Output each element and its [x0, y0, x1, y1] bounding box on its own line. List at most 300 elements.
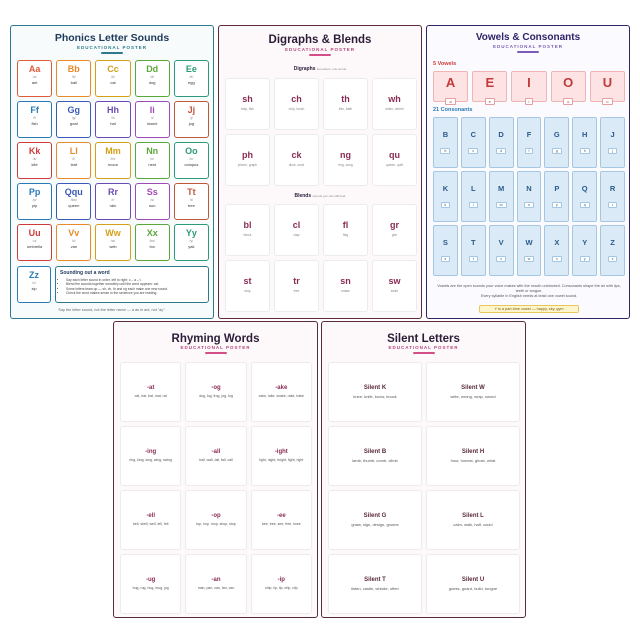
consonant-letter: T	[470, 238, 476, 247]
blend-card	[372, 204, 417, 256]
card-pattern: ng	[340, 150, 351, 160]
silent-heading: Silent K	[363, 385, 387, 391]
digraph-section-note: two letters, one sound	[316, 67, 347, 71]
card-pattern: ph	[242, 150, 253, 160]
rhyme-examples: light, night, bright, fight, right	[259, 458, 304, 462]
consonant-letter: R	[609, 184, 616, 193]
vowel-letter: O	[563, 75, 574, 90]
phonics-card	[135, 60, 170, 97]
phonics-card	[174, 101, 209, 138]
y-vowel-tip: Y is a part-time vowel — happy, sky, gym	[479, 305, 579, 313]
vowel-lowercase: e	[485, 98, 495, 105]
silent-examples: hour, honest, ghost, what	[450, 458, 496, 463]
phonics-sound: /l/	[72, 157, 76, 161]
vowel-note	[435, 284, 623, 299]
phonics-card	[135, 224, 170, 261]
card-pattern: sh	[242, 94, 253, 104]
phonics-letters: Bb	[67, 64, 80, 74]
phonics-word: jug	[188, 121, 195, 126]
vowel-card	[472, 71, 507, 102]
silent-examples: write, wrong, wrap, sword	[450, 394, 496, 399]
phonics-card	[56, 183, 91, 220]
consonant-card	[544, 171, 569, 222]
rhyme-ending: -an	[211, 577, 221, 583]
consonant-card	[517, 225, 542, 276]
silent-card	[426, 426, 520, 486]
consonant-letter: Y	[582, 238, 588, 247]
consonant-letter: F	[526, 130, 532, 139]
digraph-section-heading	[219, 66, 421, 72]
phonics-letters: Aa	[28, 64, 41, 74]
card-examples: queen, quilt	[385, 163, 404, 167]
rhyme-ending: -ug	[146, 577, 156, 583]
phonics-letters: Ii	[149, 105, 155, 115]
poster-subtitle: EDUCATIONAL POSTER	[284, 47, 356, 52]
phonics-card	[174, 183, 209, 220]
digraph-card	[323, 134, 368, 186]
consonant-card	[600, 117, 625, 168]
card-examples: when, wheel	[385, 107, 404, 111]
phonics-card	[174, 60, 209, 97]
consonant-lowercase: p	[552, 202, 562, 208]
blend-card	[225, 204, 270, 256]
consonant-letter: P	[554, 184, 560, 193]
consonant-card	[572, 117, 597, 168]
consonant-lowercase: t	[469, 256, 478, 262]
consonant-letter: H	[582, 130, 588, 139]
vowel-letter: I	[527, 75, 531, 90]
consonant-lowercase: d	[496, 148, 506, 154]
phonics-letters: Zz	[29, 270, 39, 280]
silent-heading: Silent B	[363, 449, 387, 455]
phonics-card	[17, 60, 52, 97]
card-examples: stop	[244, 289, 251, 293]
vowel-lowercase: a	[445, 98, 455, 105]
phonics-sound: /d/	[150, 75, 155, 79]
card-pattern: gr	[390, 220, 399, 230]
phonics-sound: /y/	[189, 239, 194, 243]
card-examples: thin, bath	[338, 107, 353, 111]
poster-subtitle: EDUCATIONAL POSTER	[492, 44, 564, 49]
rhyme-examples: dog, log, frog, jog, fog	[199, 394, 233, 398]
poster-subtitle: EDUCATIONAL POSTER	[180, 345, 251, 350]
rhyme-ending: -ing	[145, 449, 157, 455]
vowel-card	[551, 71, 586, 102]
phonics-sound: /v/	[71, 239, 76, 243]
phonics-word: web	[109, 244, 117, 249]
card-examples: ship, fish	[240, 107, 254, 111]
consonant-card	[461, 117, 486, 168]
digraph-card	[372, 78, 417, 130]
blend-card	[323, 204, 368, 256]
poster-title: Vowels & Consonants	[475, 32, 581, 43]
consonant-letter: N	[526, 184, 532, 193]
phonics-card	[95, 142, 130, 179]
consonant-card	[433, 225, 458, 276]
poster-title: Silent Letters	[387, 333, 460, 345]
rhyme-ending: -ight	[274, 449, 288, 455]
rhyme-examples: ball, wall, tall, fall, call	[199, 458, 233, 462]
consonant-letter: X	[554, 238, 560, 247]
consonant-card	[489, 117, 514, 168]
rhyme-card	[185, 490, 246, 550]
phonics-word: kite	[31, 162, 38, 167]
vowel-letter: A	[445, 75, 456, 90]
blend-grid	[225, 204, 417, 312]
phonics-letters: Kk	[28, 146, 41, 156]
blend-card	[225, 260, 270, 312]
digraphs-poster	[218, 25, 422, 319]
sounding-out-step: • Check the word makes sense in the sentence you are reading.	[66, 291, 204, 295]
sounding-out-step: • Say each letter sound in order, left to right: c – a – t.	[66, 278, 204, 282]
digraph-card	[323, 78, 368, 130]
consonant-lowercase: v	[496, 256, 506, 262]
card-examples: tree	[293, 289, 300, 293]
consonant-letter: Z	[610, 238, 615, 247]
consonant-lowercase: f	[525, 148, 534, 154]
digraph-card	[274, 78, 319, 130]
phonics-letters: Mm	[105, 146, 121, 156]
digraph-card	[274, 134, 319, 186]
consonant-lowercase: b	[440, 148, 450, 154]
phonics-word: queen	[68, 203, 80, 208]
vowel-card	[511, 71, 546, 102]
silent-examples: calm, walk, half, could	[453, 522, 493, 527]
phonics-letters: Nn	[146, 146, 159, 156]
silent-card	[328, 362, 422, 422]
silent-examples: knee, knife, know, knock	[353, 394, 397, 399]
vowels-poster	[426, 25, 630, 319]
silent-poster	[321, 321, 526, 618]
rhyme-card	[120, 554, 181, 614]
consonant-lowercase: s	[441, 256, 451, 262]
card-pattern: sn	[340, 276, 351, 286]
title-underline	[517, 51, 539, 53]
consonant-letter: D	[498, 130, 504, 139]
phonics-letters: Gg	[67, 105, 81, 115]
phonics-letters: Ff	[30, 105, 39, 115]
phonics-sound: /j/	[190, 116, 193, 120]
consonant-lowercase: n	[524, 202, 534, 208]
vowel-lowercase: o	[563, 98, 573, 105]
phonics-card	[95, 224, 130, 261]
phonics-sound: /ks/	[149, 239, 155, 243]
phonics-letters: Xx	[146, 228, 158, 238]
vowel-note-line: Vowels are the open sounds your voice makes with the mouth unblocked. Consonants shape the air with lips, teeth or tongue.	[437, 284, 621, 293]
blend-card	[274, 260, 319, 312]
phonics-word: insect	[146, 121, 158, 126]
poster-subtitle: EDUCATIONAL POSTER	[388, 345, 459, 350]
silent-examples: gnaw, sign, design, gnome	[351, 522, 399, 527]
phonics-letters: Yy	[185, 228, 197, 238]
consonant-lowercase: q	[580, 202, 590, 208]
title-underline	[205, 352, 227, 354]
consonant-card	[517, 171, 542, 222]
consonant-lowercase: g	[552, 148, 562, 154]
rhyme-card	[251, 362, 312, 422]
phonics-sound: /t/	[189, 198, 193, 202]
phonics-sound: /kw/	[70, 198, 77, 202]
silent-card	[328, 490, 422, 550]
rhyme-examples: cake, lake, snake, rake, bake	[258, 394, 304, 398]
silent-heading: Silent U	[461, 577, 485, 583]
digraph-card	[225, 134, 270, 186]
card-examples: duck, sock	[288, 163, 305, 167]
consonant-letter: G	[553, 130, 560, 139]
consonant-letter: K	[442, 184, 449, 193]
consonant-letter: C	[470, 130, 476, 139]
vowel-section-label: 5 Vowels	[433, 61, 457, 67]
phonics-card	[56, 142, 91, 179]
consonant-section-label: 21 Consonants	[433, 107, 473, 113]
phonics-sound: /r/	[111, 198, 115, 202]
title-underline	[309, 54, 331, 56]
consonant-card	[489, 171, 514, 222]
phonics-word: rain	[109, 203, 117, 208]
phonics-word: cat	[110, 80, 116, 85]
rhyme-ending: -ee	[276, 513, 286, 519]
phonics-sound: /n/	[150, 157, 155, 161]
phonics-card	[95, 60, 130, 97]
consonant-letter: M	[498, 184, 505, 193]
rhyme-card	[251, 554, 312, 614]
consonant-lowercase: j	[608, 148, 617, 154]
rhyme-card	[120, 362, 181, 422]
phonics-card	[135, 183, 170, 220]
rhyme-card	[185, 426, 246, 486]
phonics-sound: /o/	[189, 157, 194, 161]
phonics-word: hat	[110, 121, 116, 126]
phonics-letters: Oo	[185, 146, 198, 156]
silent-grid	[328, 362, 520, 614]
consonant-lowercase: m	[496, 202, 507, 208]
vowel-row	[433, 71, 625, 102]
phonics-sound: /p/	[32, 198, 37, 202]
phonics-sound: /h/	[111, 116, 115, 120]
phonics-letters: Dd	[146, 64, 159, 74]
title-underline	[413, 352, 435, 354]
phonics-word: umbrella	[26, 244, 43, 249]
consonant-letter: V	[498, 238, 504, 247]
consonant-lowercase: y	[580, 256, 590, 262]
phonics-word: ball	[70, 80, 77, 85]
phonics-word: van	[70, 244, 78, 249]
rhyme-card	[185, 362, 246, 422]
silent-card	[328, 426, 422, 486]
silent-examples: lamb, thumb, comb, climb	[352, 458, 398, 463]
phonics-word: dog	[148, 80, 156, 85]
card-pattern: ck	[291, 150, 302, 160]
phonics-letters: Tt	[187, 187, 196, 197]
consonant-card	[461, 225, 486, 276]
consonant-card	[433, 117, 458, 168]
consonant-card	[572, 225, 597, 276]
vowel-card	[433, 71, 468, 102]
phonics-sound: /e/	[189, 75, 194, 79]
phonics-sound: /i/	[150, 116, 154, 120]
phonics-letters: Uu	[28, 228, 41, 238]
consonant-lowercase: c	[468, 148, 478, 154]
card-examples: ring, song	[338, 163, 353, 167]
silent-card	[426, 362, 520, 422]
phonics-word: leaf	[70, 162, 78, 167]
silent-heading: Silent W	[461, 385, 485, 391]
rhyme-examples: top, hop, mop, shop, stop	[196, 522, 236, 526]
consonant-card	[433, 171, 458, 222]
phonics-word: sun	[148, 203, 156, 208]
phonics-word: yak	[188, 244, 195, 249]
phonics-card	[17, 142, 52, 179]
consonant-card	[517, 117, 542, 168]
phonics-word: moon	[107, 162, 118, 167]
blend-section-heading	[219, 193, 421, 199]
card-pattern: sw	[388, 276, 401, 286]
phonics-sound: /m/	[110, 157, 116, 161]
phonics-card	[135, 101, 170, 138]
vowel-letter: E	[485, 75, 495, 90]
digraph-card	[372, 134, 417, 186]
rhyming-poster	[113, 321, 318, 618]
consonant-card	[461, 171, 486, 222]
sounding-out-title: Sounding out a word	[60, 270, 110, 276]
phonics-word: egg	[188, 80, 195, 85]
card-examples: snake	[341, 289, 350, 293]
card-examples: phone, graph	[237, 163, 258, 167]
card-examples: chip, lunch	[288, 107, 305, 111]
consonant-letter: L	[470, 184, 476, 193]
phonics-word: pip	[31, 203, 38, 208]
phonics-word: fox	[149, 244, 155, 249]
consonant-lowercase: w	[524, 256, 535, 262]
silent-card	[426, 554, 520, 614]
consonant-lowercase: z	[608, 256, 618, 262]
phonics-footer: Say the letter sound, not the letter name — a as in ant, not "ay".	[58, 308, 166, 312]
card-pattern: qu	[389, 150, 400, 160]
phonics-card	[174, 224, 209, 261]
poster-title: Phonics Letter Sounds	[54, 32, 170, 44]
phonics-word: goat	[69, 121, 78, 126]
phonics-word: tree	[187, 203, 195, 208]
phonics-sound: /k/	[111, 75, 115, 79]
phonics-word: nest	[148, 162, 156, 167]
consonant-lowercase: l	[469, 202, 478, 208]
blend-card	[323, 260, 368, 312]
silent-card	[328, 554, 422, 614]
consonant-card	[600, 225, 625, 276]
rhyme-card	[251, 426, 312, 486]
vowel-letter: U	[602, 75, 613, 90]
phonics-letters: Ww	[105, 228, 121, 238]
phonics-word: fish	[31, 121, 38, 126]
card-pattern: fl	[342, 220, 349, 230]
phonics-letters: Pp	[28, 187, 41, 197]
poster-title: Rhyming Words	[171, 333, 260, 345]
vowel-lowercase: i	[525, 98, 534, 105]
rhyme-examples: man, pan, can, fan, van	[197, 586, 235, 590]
consonant-lowercase: x	[552, 256, 562, 262]
card-examples: swim	[390, 289, 399, 293]
silent-card	[426, 490, 520, 550]
blend-card	[372, 260, 417, 312]
rhyme-card	[120, 490, 181, 550]
silent-heading: Silent H	[461, 449, 485, 455]
phonics-card	[17, 183, 52, 220]
phonics-card	[135, 142, 170, 179]
vowel-card	[590, 71, 625, 102]
card-examples: clap	[293, 233, 300, 237]
silent-examples: guess, guard, build, tongue	[448, 586, 498, 591]
phonics-letters: Jj	[187, 105, 196, 115]
silent-examples: listen, castle, whistle, often	[351, 586, 399, 591]
phonics-card	[17, 101, 52, 138]
phonics-card	[95, 183, 130, 220]
rhyme-examples: bug, rug, hug, mug, jug	[132, 586, 169, 590]
phonics-word: zip	[31, 286, 37, 291]
phonics-letters: Vv	[68, 228, 80, 238]
card-examples: grin	[391, 233, 398, 237]
consonant-card	[544, 117, 569, 168]
consonant-letter: B	[442, 130, 449, 139]
phonics-poster	[10, 25, 214, 319]
card-pattern: th	[341, 94, 350, 104]
rhyme-examples: bee, tree, see, free, knee	[261, 522, 301, 526]
phonics-letters: Rr	[107, 187, 118, 197]
phonics-card	[56, 224, 91, 261]
digraph-card	[225, 78, 270, 130]
consonant-card	[600, 171, 625, 222]
rhyme-ending: -at	[146, 385, 155, 391]
rhyme-ending: -ell	[146, 513, 155, 519]
sounding-out-step: • Some letters team up — sh, ch, th and ng each make one new sound.	[66, 287, 204, 291]
consonant-card	[489, 225, 514, 276]
rhyme-examples: cat, hat, bat, mat, rat	[134, 394, 167, 398]
phonics-sound: /s/	[150, 198, 155, 202]
poster-subtitle: EDUCATIONAL POSTER	[76, 45, 148, 50]
card-pattern: tr	[293, 276, 300, 286]
phonics-grid	[17, 60, 209, 261]
vowel-lowercase: u	[602, 98, 612, 105]
rhyme-examples: bell, shell, well, tell, fell	[132, 522, 169, 526]
sounding-out-step: • Blend the sounds together smoothly until the word appears: cat.	[66, 282, 204, 286]
blend-section-label: Blends	[294, 193, 312, 199]
phonics-sound: /w/	[110, 239, 116, 243]
card-pattern: wh	[388, 94, 401, 104]
rhyme-card	[251, 490, 312, 550]
digraph-section-label: Digraphs	[293, 66, 316, 72]
phonics-card	[17, 224, 52, 261]
consonant-card	[572, 171, 597, 222]
rhyme-ending: -ip	[277, 577, 285, 583]
rhyme-card	[185, 554, 246, 614]
phonics-sound: /u/	[32, 239, 37, 243]
phonics-letters: Ll	[69, 146, 78, 156]
consonant-letter: S	[442, 238, 448, 247]
title-underline	[101, 52, 123, 54]
phonics-letters: Ss	[146, 187, 158, 197]
digraph-grid	[225, 78, 417, 186]
phonics-sound: /k/	[32, 157, 37, 161]
sounding-out-box	[55, 266, 209, 303]
phonics-letters: Cc	[107, 64, 119, 74]
card-pattern: bl	[243, 220, 252, 230]
card-pattern: ch	[291, 94, 302, 104]
phonics-card	[56, 101, 91, 138]
consonant-lowercase: k	[441, 202, 451, 208]
phonics-sound: /z/	[32, 281, 36, 285]
rhyme-ending: -ake	[275, 385, 288, 391]
consonant-letter: Q	[581, 184, 588, 193]
phonics-letters: Ee	[185, 64, 197, 74]
